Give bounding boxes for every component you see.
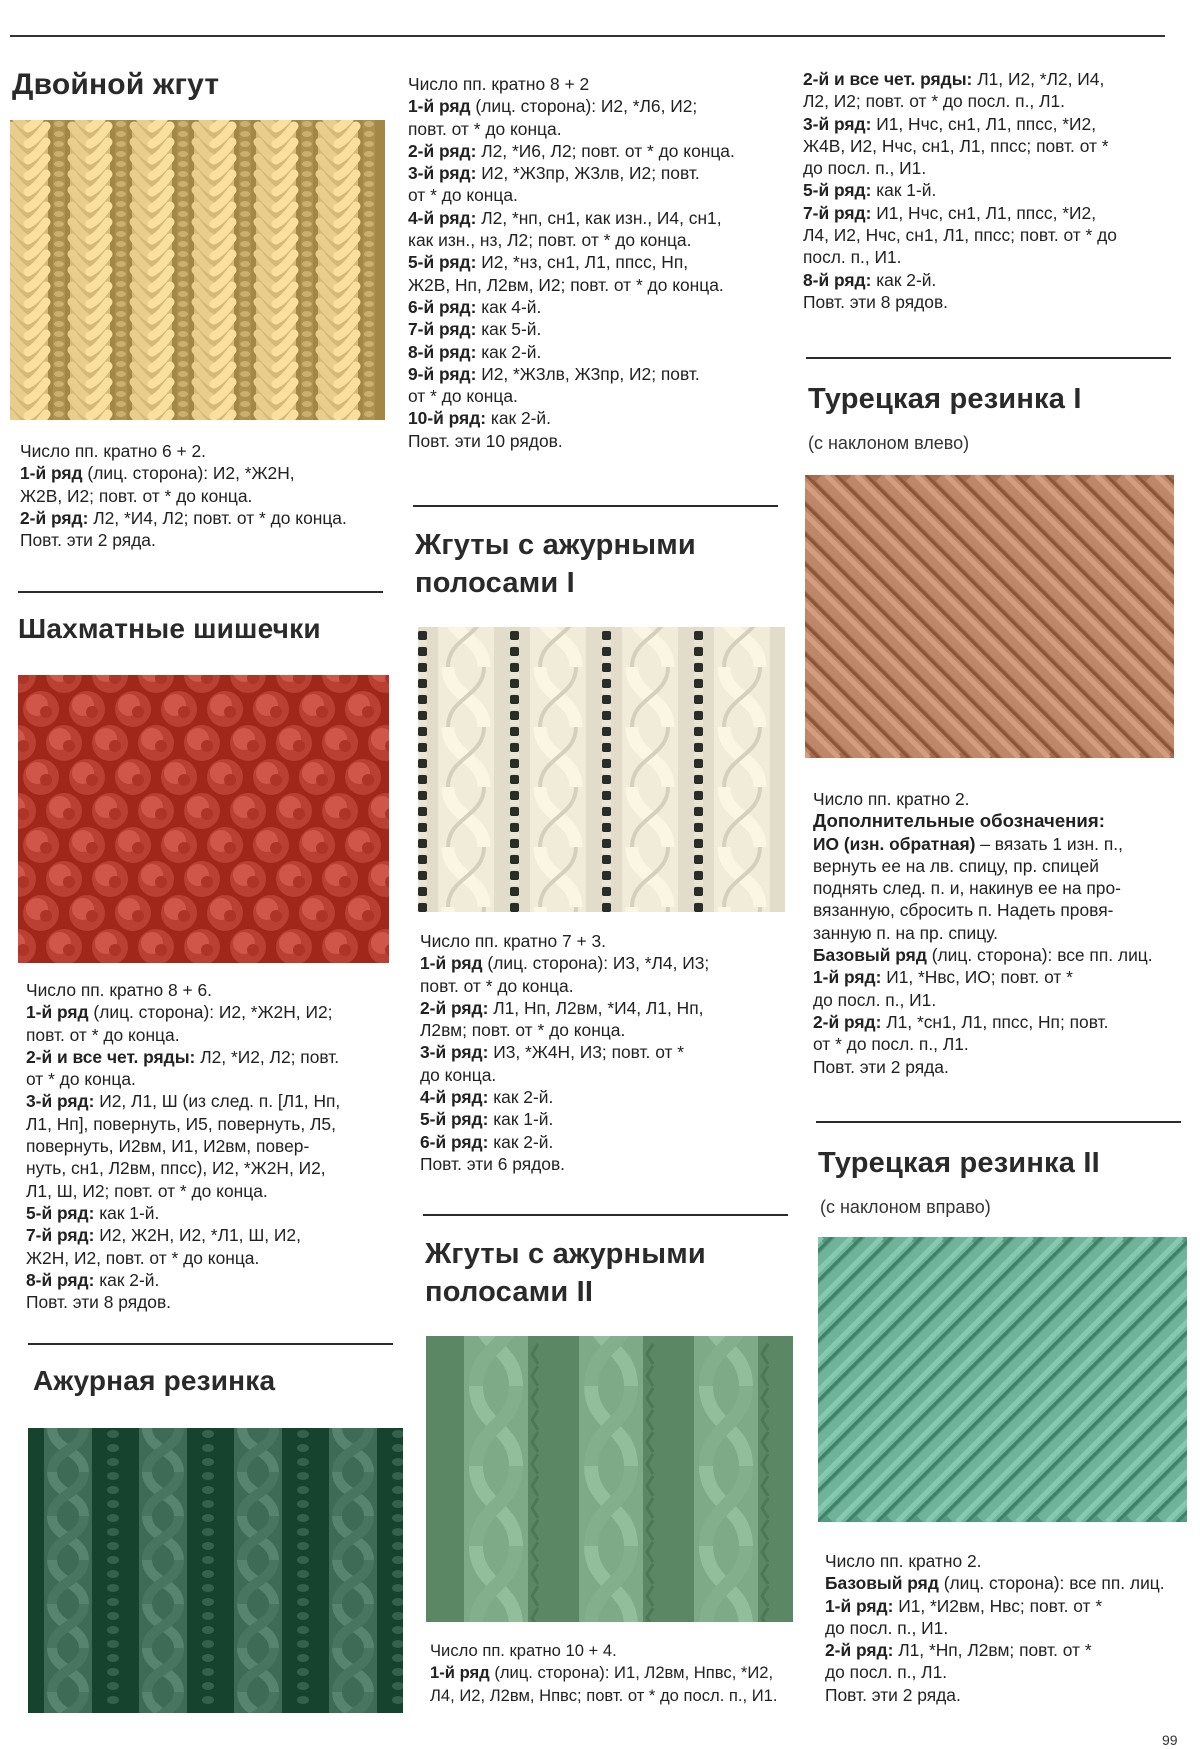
text-line — [813, 944, 1178, 966]
row-text: вязанную, сбросить п. Надеть провя- — [813, 900, 1114, 921]
text-line — [26, 1269, 391, 1291]
text-line — [813, 810, 1178, 832]
row-text: Л4, И2, Нчс, сн1, Л1, ппсс; повт. от * до — [803, 225, 1117, 246]
row-text: до конца. — [420, 1064, 497, 1085]
row-text: (лиц. сторона): все пп. лиц. — [926, 945, 1153, 966]
subtitle-tur-2: (с наклоном вправо) — [820, 1197, 991, 1217]
text-line — [408, 430, 773, 452]
row-text: от * до конца. — [26, 1069, 136, 1090]
text-line — [26, 1291, 391, 1313]
divider — [28, 1343, 393, 1345]
text-line — [420, 952, 785, 974]
text-zhguty-2 — [430, 1640, 805, 1707]
title-zhguty-1-line2: полосами I — [415, 567, 575, 599]
row-text: Повт. эти 10 рядов. — [408, 430, 563, 451]
text-line — [420, 1131, 785, 1153]
row-text: повернуть, И2вм, И1, И2вм, повер- — [26, 1136, 310, 1157]
text-line — [26, 1135, 391, 1157]
divider — [816, 1121, 1181, 1123]
text-line — [420, 1064, 785, 1086]
row-text: (лиц. сторона): все пп. лиц. — [938, 1573, 1165, 1594]
row-text: Л2, И2; повт. от * до посл. п., Л1. — [803, 91, 1065, 112]
red-bobble-swatch — [18, 675, 389, 963]
text-line — [803, 202, 1168, 224]
text-line — [408, 162, 773, 184]
row-text: И2, Л1, Ш (из след. п. [Л1, Нп, — [94, 1091, 341, 1112]
row-text: Л1, И2, *Л2, И4, — [972, 69, 1105, 89]
text-line — [26, 1224, 391, 1246]
text-line — [825, 1639, 1190, 1661]
text-line — [813, 855, 1178, 877]
text-line — [408, 407, 773, 429]
text-line — [26, 1024, 391, 1046]
text-line — [803, 291, 1168, 313]
text-line — [408, 341, 773, 363]
text-line — [408, 207, 773, 229]
row-text: Л2, *И2, Л2; повт. — [195, 1046, 340, 1067]
text-line — [813, 899, 1178, 921]
row-text: Л2вм; повт. от * до конца. — [420, 1020, 626, 1041]
text-line — [813, 877, 1178, 899]
row-text: Л2, *нп, сн1, как изн., И4, сн1, — [476, 207, 722, 228]
text-line — [26, 1068, 391, 1090]
row-label: Базовый ряд — [813, 945, 927, 966]
divider — [413, 505, 778, 507]
divider — [806, 357, 1171, 359]
text-line — [803, 179, 1168, 201]
row-text: (лиц. сторона): И3, *Л4, И3; — [482, 953, 710, 974]
text-col3-intro — [803, 68, 1168, 313]
text-line — [420, 997, 785, 1019]
row-text: поднять след. п. и, накинув ее на про- — [813, 878, 1121, 899]
title-zhguty-2-line2: полосами II — [425, 1276, 594, 1308]
text-line — [430, 1662, 805, 1684]
row-text: Число пп. кратно 6 + 2. — [20, 441, 206, 461]
text-line — [26, 979, 391, 1001]
row-label: 1-й ряд — [26, 1002, 89, 1023]
row-text: И2, *Ж3пр, Ж3лв, И2; повт. — [476, 163, 700, 184]
divider — [423, 1214, 788, 1216]
text-line — [408, 95, 773, 117]
row-text: как 2-й. — [488, 1087, 554, 1108]
text-line — [813, 1033, 1178, 1055]
row-text: посл. п., И1. — [803, 247, 902, 268]
row-text: как 2-й. — [94, 1269, 160, 1290]
row-text: И1, Нчс, сн1, Л1, ппсс, *И2, — [871, 202, 1097, 223]
text-line — [408, 296, 773, 318]
row-text: Повт. эти 2 ряда. — [20, 530, 156, 551]
row-label: 5-й ряд: — [803, 180, 872, 201]
row-label: 3-й ряд: — [803, 113, 872, 134]
row-text: до посл. п., Л1. — [825, 1662, 948, 1683]
row-label: 1-й ряд — [408, 96, 471, 117]
text-line — [813, 922, 1178, 944]
row-text: – вязать 1 изн. п., — [975, 833, 1123, 854]
row-text: до посл. п., И1. — [813, 989, 937, 1010]
legend-heading: Дополнительные обозначения: — [813, 810, 1105, 832]
title-zhguty-1-line1: Жгуты с ажурными — [415, 529, 696, 561]
text-line — [408, 363, 773, 385]
text-line — [813, 966, 1178, 988]
row-label: 2-й ряд: — [813, 1011, 882, 1032]
text-line — [408, 184, 773, 206]
row-label: 10-й ряд: — [408, 408, 487, 429]
row-label: 3-й ряд: — [420, 1042, 489, 1063]
row-text: Ж2Н, И2, повт. от * до конца. — [26, 1247, 260, 1268]
text-line — [825, 1617, 1190, 1639]
row-label: 1-й ряд: — [813, 967, 882, 988]
text-line — [26, 1202, 391, 1224]
text-line — [813, 833, 1178, 855]
row-text: Л2, *И4, Л2; повт. от * до конца. — [88, 507, 347, 528]
row-text: И2, Ж2Н, И2, *Л1, Ш, И2, — [94, 1225, 301, 1246]
title-azhurnaya: Ажурная резинка — [33, 1365, 276, 1396]
row-text: Л1, Ш, И2; повт. от * до конца. — [26, 1180, 268, 1201]
row-text: как 1-й. — [94, 1202, 160, 1223]
text-line — [813, 1011, 1178, 1033]
text-zhguty-1 — [420, 930, 785, 1175]
text-line — [803, 68, 1168, 90]
row-label: 6-й ряд: — [420, 1131, 489, 1152]
row-text: Повт. эти 8 рядов. — [26, 1292, 172, 1313]
title-tur-1: Турецкая резинка I — [808, 383, 1082, 415]
text-line — [20, 440, 380, 462]
text-line — [26, 1090, 391, 1112]
text-line — [825, 1661, 1190, 1683]
text-line — [803, 157, 1168, 179]
top-rule — [10, 35, 1165, 37]
text-line — [408, 251, 773, 273]
row-text: Л1, *Нп, Л2вм; повт. от * — [893, 1640, 1092, 1661]
text-line — [420, 1019, 785, 1041]
row-text: И2, *нз, сн1, Л1, ппсс, Нп, — [476, 252, 689, 273]
text-line — [26, 1113, 391, 1135]
row-label: 8-й ряд: — [408, 341, 477, 362]
row-text: до посл. п., И1. — [803, 158, 927, 179]
row-text: от * до посл. п., Л1. — [813, 1034, 969, 1055]
row-label: 2-й и все чет. ряды: — [803, 69, 973, 89]
cream-lace-cable-swatch — [418, 627, 785, 912]
row-label: 2-й ряд: — [20, 507, 89, 528]
text-line — [26, 1001, 391, 1023]
text-line — [26, 1157, 391, 1179]
sage-lace-cable-swatch — [426, 1336, 793, 1622]
row-text: Число пп. кратно 2. — [825, 1551, 982, 1571]
text-line — [408, 140, 773, 162]
text-line — [813, 1056, 1178, 1078]
row-label: ИО (изн. обратная) — [813, 833, 976, 854]
row-text: (лиц. сторона): И2, *Ж2Н, И2; — [88, 1002, 333, 1023]
row-text: И2, *Ж3лв, Ж3пр, И2; повт. — [476, 363, 700, 384]
subtitle-tur-1: (с наклоном влево) — [808, 433, 970, 453]
text-line — [408, 229, 773, 251]
row-text: Л2, *И6, Л2; повт. от * до конца. — [476, 140, 735, 161]
row-text: как изн., нз, Л2; повт. от * до конца. — [408, 230, 692, 251]
text-line — [26, 1180, 391, 1202]
row-text: Повт. эти 6 рядов. — [420, 1153, 566, 1174]
text-tur-1 — [813, 788, 1178, 1078]
text-line — [430, 1685, 805, 1707]
row-text: Ж4В, И2, Нчс, сн1, Л1, ппсс; повт. от * — [803, 135, 1109, 156]
text-line — [803, 113, 1168, 135]
row-label: 7-й ряд: — [408, 319, 477, 340]
row-label: 1-й ряд — [430, 1663, 490, 1683]
row-label: 5-й ряд: — [26, 1202, 95, 1223]
text-col2-intro — [408, 73, 773, 452]
row-label: 1-й ряд — [20, 463, 83, 484]
text-line — [420, 1108, 785, 1130]
title-shakhmatnye: Шахматные шишечки — [18, 613, 321, 644]
row-text: до посл. п., И1. — [825, 1617, 949, 1638]
row-text: Повт. эти 2 ряда. — [813, 1056, 949, 1077]
text-line — [408, 318, 773, 340]
text-line — [825, 1550, 1190, 1572]
row-label: 2-й ряд: — [825, 1640, 894, 1661]
row-label: 4-й ряд: — [408, 207, 477, 228]
yellow-double-cable-swatch — [10, 120, 385, 420]
row-label: 1-й ряд — [420, 953, 483, 974]
row-label: 2-й и все чет. ряды: — [26, 1046, 196, 1067]
row-text: повт. от * до конца. — [420, 975, 574, 996]
row-text: Число пп. кратно 8 + 2 — [408, 74, 590, 94]
text-line — [813, 989, 1178, 1011]
row-text: Число пп. кратно 7 + 3. — [420, 931, 606, 951]
row-text: от * до конца. — [408, 185, 518, 206]
row-text: занную п. на пр. спицу. — [813, 922, 998, 943]
text-line — [26, 1046, 391, 1068]
divider — [18, 591, 383, 593]
row-text: Повт. эти 2 ряда. — [825, 1684, 961, 1705]
row-label: 2-й ряд: — [408, 140, 477, 161]
row-label: 6-й ряд: — [408, 296, 477, 317]
row-text: Л1, Нп, Л2вм, *И4, Л1, Нп, — [488, 997, 704, 1018]
row-text: Повт. эти 8 рядов. — [803, 291, 949, 312]
row-text: как 2-й. — [488, 1131, 554, 1152]
text-tur-2 — [825, 1550, 1190, 1706]
row-label: Базовый ряд — [825, 1573, 939, 1594]
row-label: 8-й ряд: — [26, 1269, 95, 1290]
text-line — [420, 1153, 785, 1175]
row-text: (лиц. сторона): И2, *Ж2Н, — [82, 463, 295, 484]
row-text: И1, Нчс, сн1, Л1, ппсс, *И2, — [871, 113, 1097, 134]
text-shakhmatnye — [26, 979, 391, 1313]
row-text: Л1, *сн1, Л1, ппсс, Нп; повт. — [881, 1011, 1109, 1032]
text-line — [20, 462, 380, 484]
title-dvoinoi-zhgut: Двойной жгут — [12, 68, 220, 101]
text-line — [813, 788, 1178, 810]
row-text: от * до конца. — [408, 386, 518, 407]
text-line — [20, 529, 380, 551]
row-label: 5-й ряд: — [420, 1109, 489, 1130]
text-line — [803, 269, 1168, 291]
row-text: Ж2В, Нп, Л2вм, И2; повт. от * до конца. — [408, 274, 724, 295]
text-line — [420, 975, 785, 997]
row-label: 5-й ряд: — [408, 252, 477, 273]
dark-green-lace-rib-swatch — [28, 1428, 403, 1713]
page-number: 99 — [1162, 1732, 1178, 1748]
row-text: (лиц. сторона): И1, Л2вм, Нпвс, *И2, — [489, 1663, 774, 1683]
row-text: как 1-й. — [488, 1109, 554, 1130]
title-zhguty-2-line1: Жгуты с ажурными — [425, 1238, 706, 1270]
text-line — [20, 507, 380, 529]
text-line — [825, 1684, 1190, 1706]
row-text: И1, *И2вм, Нвс; повт. от * — [893, 1595, 1103, 1616]
row-label: 7-й ряд: — [803, 202, 872, 223]
row-text: как 2-й. — [476, 341, 542, 362]
row-label: 3-й ряд: — [408, 163, 477, 184]
text-line — [803, 246, 1168, 268]
row-text: как 2-й. — [486, 408, 551, 429]
teal-diagonal-rib-swatch — [818, 1237, 1187, 1522]
row-text: Число пп. кратно 8 + 6. — [26, 980, 212, 1000]
text-line — [825, 1572, 1190, 1594]
row-text: повт. от * до конца. — [408, 118, 562, 139]
row-text: Число пп. кратно 10 + 4. — [430, 1641, 617, 1660]
row-text: нуть, сн1, Л2вм, ппсс), И2, *Ж2Н, И2, — [26, 1158, 326, 1179]
row-text: Ж2В, И2; повт. от * до конца. — [20, 485, 253, 506]
row-text: как 4-й. — [476, 296, 542, 317]
row-text: Число пп. кратно 2. — [813, 789, 970, 809]
row-label: 7-й ряд: — [26, 1225, 95, 1246]
row-text: И1, *Нвс, ИО; повт. от * — [881, 967, 1073, 988]
row-text: повт. от * до конца. — [26, 1024, 180, 1045]
text-line — [408, 274, 773, 296]
row-text: И3, *Ж4Н, И3; повт. от * — [488, 1042, 685, 1063]
text-line — [408, 385, 773, 407]
text-line — [420, 1041, 785, 1063]
text-line — [20, 485, 380, 507]
brown-diagonal-rib-swatch — [805, 475, 1174, 758]
text-line — [408, 118, 773, 140]
row-text: вернуть ее на лв. спицу, пр. спицей — [813, 855, 1100, 876]
text-line — [420, 1086, 785, 1108]
text-line — [803, 90, 1168, 112]
text-line — [825, 1595, 1190, 1617]
text-line — [803, 224, 1168, 246]
text-line — [420, 930, 785, 952]
row-label: 9-й ряд: — [408, 363, 477, 384]
row-text: как 2-й. — [871, 269, 937, 290]
text-line — [803, 135, 1168, 157]
text-line — [26, 1247, 391, 1269]
row-label: 2-й ряд: — [420, 997, 489, 1018]
row-text: (лиц. сторона): И2, *Л6, И2; — [470, 96, 698, 117]
text-dvoinoi-zhgut — [20, 440, 380, 551]
row-label: 4-й ряд: — [420, 1087, 489, 1108]
row-text: как 5-й. — [476, 319, 542, 340]
text-line — [408, 73, 773, 95]
title-tur-2: Турецкая резинка II — [818, 1147, 1100, 1179]
row-text: как 1-й. — [871, 180, 937, 201]
row-text: Л4, И2, Л2вм, Нпвс; повт. от * до посл. п., И1. — [430, 1685, 778, 1705]
row-label: 3-й ряд: — [26, 1091, 95, 1112]
row-text: Л1, Нп], повернуть, И5, повернуть, Л5, — [26, 1113, 336, 1134]
text-line — [430, 1640, 805, 1662]
row-label: 1-й ряд: — [825, 1595, 894, 1616]
row-label: 8-й ряд: — [803, 269, 872, 290]
